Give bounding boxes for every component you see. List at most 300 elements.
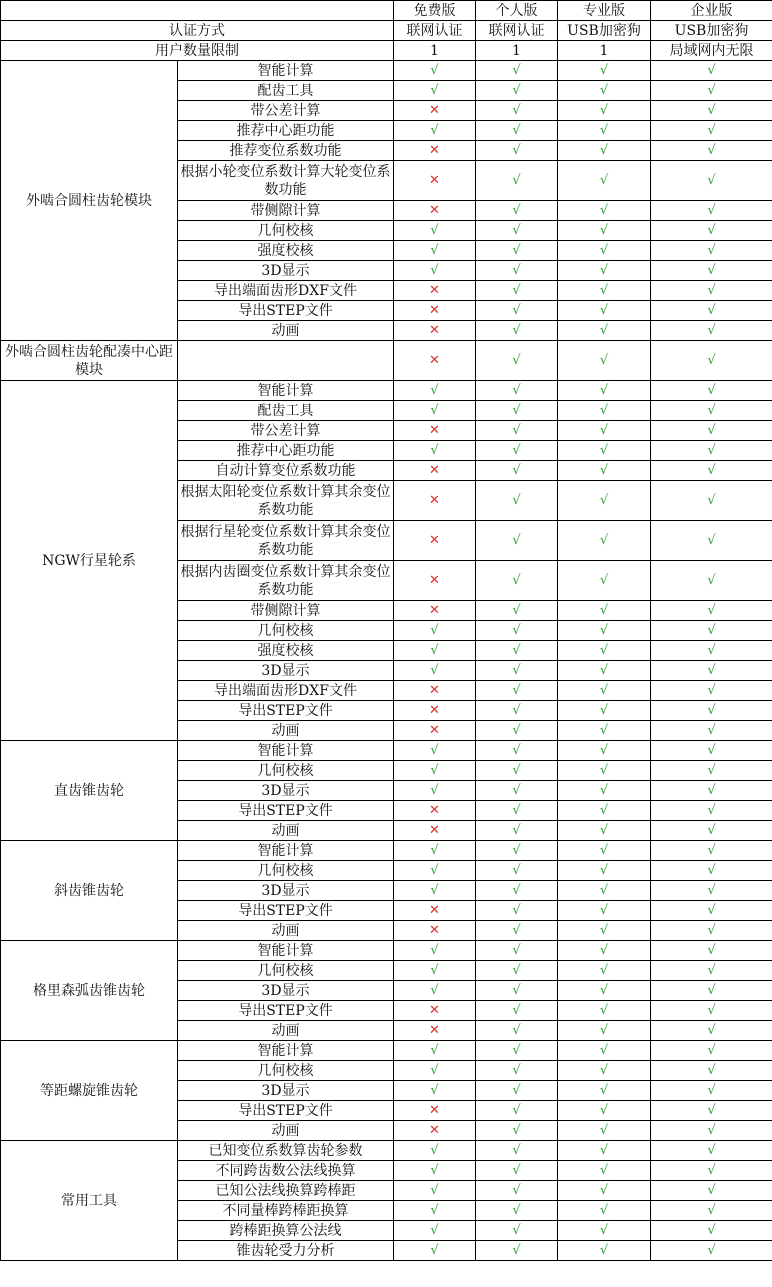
check-icon: √ [558, 1181, 651, 1201]
cross-icon: ✕ [394, 921, 476, 941]
check-icon: √ [476, 1021, 558, 1041]
check-icon: √ [476, 1101, 558, 1121]
check-icon: √ [558, 281, 651, 301]
feature-name: 智能计算 [178, 61, 394, 81]
check-icon: √ [651, 301, 772, 321]
feature-name: 导出STEP文件 [178, 901, 394, 921]
check-icon: √ [558, 301, 651, 321]
check-icon: √ [476, 221, 558, 241]
check-icon: √ [651, 841, 772, 861]
feature-name: 根据内齿圈变位系数计算其余变位系数功能 [178, 561, 394, 601]
check-icon: √ [558, 101, 651, 121]
feature-name: 3D显示 [178, 261, 394, 281]
check-icon: √ [558, 681, 651, 701]
feature-name: 导出端面齿形DXF文件 [178, 281, 394, 301]
check-icon: √ [558, 1061, 651, 1081]
check-icon: √ [651, 641, 772, 661]
check-icon: √ [558, 1141, 651, 1161]
check-icon: √ [558, 821, 651, 841]
feature-name: 几何校核 [178, 221, 394, 241]
feature-name: 3D显示 [178, 981, 394, 1001]
check-icon: √ [651, 261, 772, 281]
feature-name: 不同量棒跨棒距换算 [178, 1201, 394, 1221]
check-icon: √ [651, 81, 772, 101]
check-icon: √ [476, 1081, 558, 1101]
check-icon: √ [558, 1161, 651, 1181]
check-icon: √ [476, 1241, 558, 1261]
feature-name: 带侧隙计算 [178, 601, 394, 621]
check-icon: √ [651, 961, 772, 981]
check-icon: √ [651, 381, 772, 401]
feature-name: 3D显示 [178, 881, 394, 901]
check-icon: √ [476, 421, 558, 441]
check-icon: √ [558, 661, 651, 681]
cross-icon: ✕ [394, 521, 476, 561]
check-icon: √ [651, 521, 772, 561]
feature-name: 几何校核 [178, 1061, 394, 1081]
check-icon: √ [651, 201, 772, 221]
check-icon: √ [476, 981, 558, 1001]
check-icon: √ [394, 1141, 476, 1161]
feature-name: 强度校核 [178, 241, 394, 261]
check-icon: √ [476, 1181, 558, 1201]
check-icon: √ [394, 401, 476, 421]
feature-name: 导出端面齿形DXF文件 [178, 681, 394, 701]
edition-professional: 专业版 [558, 1, 651, 21]
check-icon: √ [651, 601, 772, 621]
feature-row [1, 941, 772, 961]
module-name: 等距螺旋锥齿轮 [1, 1041, 178, 1141]
check-icon: √ [476, 721, 558, 741]
check-icon: √ [558, 981, 651, 1001]
cross-icon: ✕ [394, 101, 476, 121]
cross-icon: ✕ [394, 201, 476, 221]
check-icon: √ [394, 1241, 476, 1261]
check-icon: √ [558, 441, 651, 461]
check-icon: √ [476, 441, 558, 461]
feature-name: 导出STEP文件 [178, 1101, 394, 1121]
check-icon: √ [394, 1201, 476, 1221]
cross-icon: ✕ [394, 901, 476, 921]
check-icon: √ [476, 761, 558, 781]
cross-icon: ✕ [394, 341, 476, 381]
cross-icon: ✕ [394, 721, 476, 741]
feature-row [1, 1141, 772, 1161]
check-icon: √ [558, 141, 651, 161]
check-icon: √ [558, 1001, 651, 1021]
edition-header-row [1, 1, 772, 21]
cross-icon: ✕ [394, 421, 476, 441]
cross-icon: ✕ [394, 821, 476, 841]
feature-name: 强度校核 [178, 641, 394, 661]
check-icon: √ [558, 781, 651, 801]
check-icon: √ [651, 1101, 772, 1121]
check-icon: √ [558, 1121, 651, 1141]
cross-icon: ✕ [394, 161, 476, 201]
auth-professional: USB加密狗 [558, 21, 651, 41]
check-icon: √ [558, 481, 651, 521]
check-icon: √ [651, 1061, 772, 1081]
module-name: 常用工具 [1, 1141, 178, 1261]
check-icon: √ [476, 901, 558, 921]
feature-name: 几何校核 [178, 761, 394, 781]
check-icon: √ [476, 1221, 558, 1241]
check-icon: √ [651, 721, 772, 741]
check-icon: √ [394, 81, 476, 101]
check-icon: √ [394, 621, 476, 641]
check-icon: √ [651, 621, 772, 641]
feature-name: 带公差计算 [178, 421, 394, 441]
cross-icon: ✕ [394, 801, 476, 821]
feature-name: 不同跨齿数公法线换算 [178, 1161, 394, 1181]
feature-name: 动画 [178, 1121, 394, 1141]
check-icon: √ [558, 701, 651, 721]
check-icon: √ [476, 461, 558, 481]
check-icon: √ [394, 941, 476, 961]
feature-name: 带侧隙计算 [178, 201, 394, 221]
check-icon: √ [558, 521, 651, 561]
check-icon: √ [476, 1201, 558, 1221]
check-icon: √ [476, 621, 558, 641]
feature-row [1, 61, 772, 81]
check-icon: √ [558, 1041, 651, 1061]
check-icon: √ [651, 1241, 772, 1261]
check-icon: √ [476, 601, 558, 621]
module-name: 斜齿锥齿轮 [1, 841, 178, 941]
check-icon: √ [476, 141, 558, 161]
check-icon: √ [651, 661, 772, 681]
check-icon: √ [651, 101, 772, 121]
check-icon: √ [651, 1001, 772, 1021]
check-icon: √ [394, 241, 476, 261]
check-icon: √ [394, 1081, 476, 1101]
check-icon: √ [558, 221, 651, 241]
check-icon: √ [476, 661, 558, 681]
check-icon: √ [651, 1181, 772, 1201]
check-icon: √ [558, 121, 651, 141]
check-icon: √ [476, 1161, 558, 1181]
feature-name [178, 341, 394, 381]
feature-name: 3D显示 [178, 781, 394, 801]
check-icon: √ [394, 741, 476, 761]
check-icon: √ [558, 741, 651, 761]
check-icon: √ [558, 381, 651, 401]
check-icon: √ [651, 1221, 772, 1241]
cross-icon: ✕ [394, 281, 476, 301]
check-icon: √ [558, 321, 651, 341]
check-icon: √ [476, 861, 558, 881]
feature-row [1, 341, 772, 381]
feature-name: 智能计算 [178, 841, 394, 861]
cross-icon: ✕ [394, 1021, 476, 1041]
cross-icon: ✕ [394, 461, 476, 481]
check-icon: √ [558, 1081, 651, 1101]
check-icon: √ [558, 1241, 651, 1261]
cross-icon: ✕ [394, 561, 476, 601]
check-icon: √ [394, 881, 476, 901]
feature-name: 自动计算变位系数功能 [178, 461, 394, 481]
check-icon: √ [394, 221, 476, 241]
check-icon: √ [651, 1121, 772, 1141]
auth-personal: 联网认证 [476, 21, 558, 41]
check-icon: √ [558, 1021, 651, 1041]
check-icon: √ [558, 641, 651, 661]
check-icon: √ [651, 761, 772, 781]
check-icon: √ [394, 861, 476, 881]
feature-name: 几何校核 [178, 961, 394, 981]
check-icon: √ [651, 421, 772, 441]
check-icon: √ [558, 1221, 651, 1241]
check-icon: √ [476, 261, 558, 281]
check-icon: √ [558, 81, 651, 101]
check-icon: √ [476, 61, 558, 81]
check-icon: √ [558, 721, 651, 741]
check-icon: √ [476, 821, 558, 841]
cross-icon: ✕ [394, 321, 476, 341]
check-icon: √ [394, 1041, 476, 1061]
check-icon: √ [558, 341, 651, 381]
users-professional: 1 [558, 41, 651, 61]
check-icon: √ [558, 401, 651, 421]
check-icon: √ [394, 981, 476, 1001]
feature-row [1, 1041, 772, 1061]
check-icon: √ [651, 741, 772, 761]
feature-name: 已知变位系数算齿轮参数 [178, 1141, 394, 1161]
check-icon: √ [558, 201, 651, 221]
check-icon: √ [558, 601, 651, 621]
check-icon: √ [651, 681, 772, 701]
feature-name: 导出STEP文件 [178, 701, 394, 721]
corner-blank-cell [1, 1, 394, 21]
check-icon: √ [651, 441, 772, 461]
check-icon: √ [476, 81, 558, 101]
feature-row [1, 741, 772, 761]
check-icon: √ [651, 981, 772, 1001]
check-icon: √ [476, 1121, 558, 1141]
feature-name: 几何校核 [178, 861, 394, 881]
check-icon: √ [394, 841, 476, 861]
check-icon: √ [651, 701, 772, 721]
cross-icon: ✕ [394, 301, 476, 321]
check-icon: √ [476, 401, 558, 421]
check-icon: √ [394, 641, 476, 661]
check-icon: √ [476, 701, 558, 721]
check-icon: √ [476, 201, 558, 221]
check-icon: √ [558, 941, 651, 961]
check-icon: √ [476, 121, 558, 141]
edition-free: 免费版 [394, 1, 476, 21]
check-icon: √ [476, 741, 558, 761]
feature-name: 动画 [178, 921, 394, 941]
check-icon: √ [651, 141, 772, 161]
check-icon: √ [476, 241, 558, 261]
feature-name: 动画 [178, 321, 394, 341]
check-icon: √ [558, 261, 651, 281]
feature-name: 3D显示 [178, 661, 394, 681]
check-icon: √ [476, 681, 558, 701]
check-icon: √ [394, 121, 476, 141]
check-icon: √ [651, 321, 772, 341]
feature-name: 导出STEP文件 [178, 1001, 394, 1021]
check-icon: √ [651, 1201, 772, 1221]
user-limit-label: 用户数量限制 [1, 41, 394, 61]
cross-icon: ✕ [394, 481, 476, 521]
check-icon: √ [651, 901, 772, 921]
feature-name: 智能计算 [178, 741, 394, 761]
feature-name: 带公差计算 [178, 101, 394, 121]
feature-name: 动画 [178, 821, 394, 841]
check-icon: √ [558, 761, 651, 781]
check-icon: √ [651, 561, 772, 601]
check-icon: √ [394, 781, 476, 801]
check-icon: √ [558, 801, 651, 821]
check-icon: √ [476, 341, 558, 381]
check-icon: √ [476, 481, 558, 521]
check-icon: √ [476, 521, 558, 561]
cross-icon: ✕ [394, 681, 476, 701]
edition-enterprise: 企业版 [651, 1, 772, 21]
check-icon: √ [651, 1021, 772, 1041]
edition-personal: 个人版 [476, 1, 558, 21]
module-name: NGW行星轮系 [1, 381, 178, 741]
feature-row [1, 381, 772, 401]
check-icon: √ [651, 1161, 772, 1181]
module-name: 直齿锥齿轮 [1, 741, 178, 841]
feature-name: 配齿工具 [178, 401, 394, 421]
check-icon: √ [476, 301, 558, 321]
check-icon: √ [651, 781, 772, 801]
check-icon: √ [476, 961, 558, 981]
check-icon: √ [394, 381, 476, 401]
feature-name: 跨棒距换算公法线 [178, 1221, 394, 1241]
auth-enterprise: USB加密狗 [651, 21, 772, 41]
check-icon: √ [394, 1161, 476, 1181]
check-icon: √ [651, 481, 772, 521]
check-icon: √ [394, 441, 476, 461]
check-icon: √ [394, 1221, 476, 1241]
check-icon: √ [476, 881, 558, 901]
feature-name: 推荐变位系数功能 [178, 141, 394, 161]
feature-name: 几何校核 [178, 621, 394, 641]
cross-icon: ✕ [394, 601, 476, 621]
check-icon: √ [558, 861, 651, 881]
check-icon: √ [476, 321, 558, 341]
check-icon: √ [651, 861, 772, 881]
cross-icon: ✕ [394, 1121, 476, 1141]
feature-name: 已知公法线换算跨棒距 [178, 1181, 394, 1201]
check-icon: √ [476, 1141, 558, 1161]
check-icon: √ [476, 841, 558, 861]
auth-method-row [1, 21, 772, 41]
check-icon: √ [476, 101, 558, 121]
check-icon: √ [558, 1201, 651, 1221]
check-icon: √ [476, 921, 558, 941]
feature-name: 导出STEP文件 [178, 801, 394, 821]
check-icon: √ [558, 61, 651, 81]
check-icon: √ [651, 341, 772, 381]
check-icon: √ [558, 461, 651, 481]
feature-name: 智能计算 [178, 1041, 394, 1061]
check-icon: √ [476, 641, 558, 661]
feature-name: 锥齿轮受力分析 [178, 1241, 394, 1261]
check-icon: √ [651, 281, 772, 301]
feature-row [1, 841, 772, 861]
check-icon: √ [651, 1081, 772, 1101]
check-icon: √ [651, 941, 772, 961]
check-icon: √ [476, 1061, 558, 1081]
check-icon: √ [651, 401, 772, 421]
feature-name: 智能计算 [178, 381, 394, 401]
check-icon: √ [476, 281, 558, 301]
feature-name: 动画 [178, 1021, 394, 1041]
check-icon: √ [651, 61, 772, 81]
check-icon: √ [476, 161, 558, 201]
table-body [1, 1, 772, 1261]
check-icon: √ [394, 1181, 476, 1201]
users-free: 1 [394, 41, 476, 61]
feature-name: 配齿工具 [178, 81, 394, 101]
check-icon: √ [651, 921, 772, 941]
feature-name: 根据行星轮变位系数计算其余变位系数功能 [178, 521, 394, 561]
check-icon: √ [558, 921, 651, 941]
check-icon: √ [394, 961, 476, 981]
check-icon: √ [651, 881, 772, 901]
check-icon: √ [558, 421, 651, 441]
check-icon: √ [394, 661, 476, 681]
check-icon: √ [651, 241, 772, 261]
users-enterprise: 局域网内无限 [651, 41, 772, 61]
cross-icon: ✕ [394, 1001, 476, 1021]
check-icon: √ [558, 901, 651, 921]
check-icon: √ [394, 1061, 476, 1081]
feature-name: 智能计算 [178, 941, 394, 961]
cross-icon: ✕ [394, 1101, 476, 1121]
check-icon: √ [476, 381, 558, 401]
check-icon: √ [558, 881, 651, 901]
check-icon: √ [558, 161, 651, 201]
module-name: 外啮合圆柱齿轮配凑中心距模块 [1, 341, 178, 381]
feature-name: 动画 [178, 721, 394, 741]
feature-name: 根据小轮变位系数计算大轮变位系数功能 [178, 161, 394, 201]
check-icon: √ [394, 261, 476, 281]
check-icon: √ [476, 1001, 558, 1021]
check-icon: √ [651, 461, 772, 481]
check-icon: √ [651, 221, 772, 241]
check-icon: √ [651, 1141, 772, 1161]
check-icon: √ [476, 801, 558, 821]
check-icon: √ [476, 941, 558, 961]
check-icon: √ [558, 561, 651, 601]
check-icon: √ [558, 841, 651, 861]
module-name: 外啮合圆柱齿轮模块 [1, 61, 178, 341]
check-icon: √ [558, 1101, 651, 1121]
check-icon: √ [651, 1041, 772, 1061]
feature-name: 推荐中心距功能 [178, 441, 394, 461]
check-icon: √ [651, 161, 772, 201]
user-limit-row [1, 41, 772, 61]
check-icon: √ [476, 781, 558, 801]
check-icon: √ [558, 241, 651, 261]
check-icon: √ [476, 1041, 558, 1061]
check-icon: √ [651, 121, 772, 141]
feature-name: 3D显示 [178, 1081, 394, 1101]
module-name: 格里森弧齿锥齿轮 [1, 941, 178, 1041]
check-icon: √ [476, 561, 558, 601]
feature-name: 导出STEP文件 [178, 301, 394, 321]
check-icon: √ [558, 961, 651, 981]
auth-free: 联网认证 [394, 21, 476, 41]
check-icon: √ [651, 821, 772, 841]
